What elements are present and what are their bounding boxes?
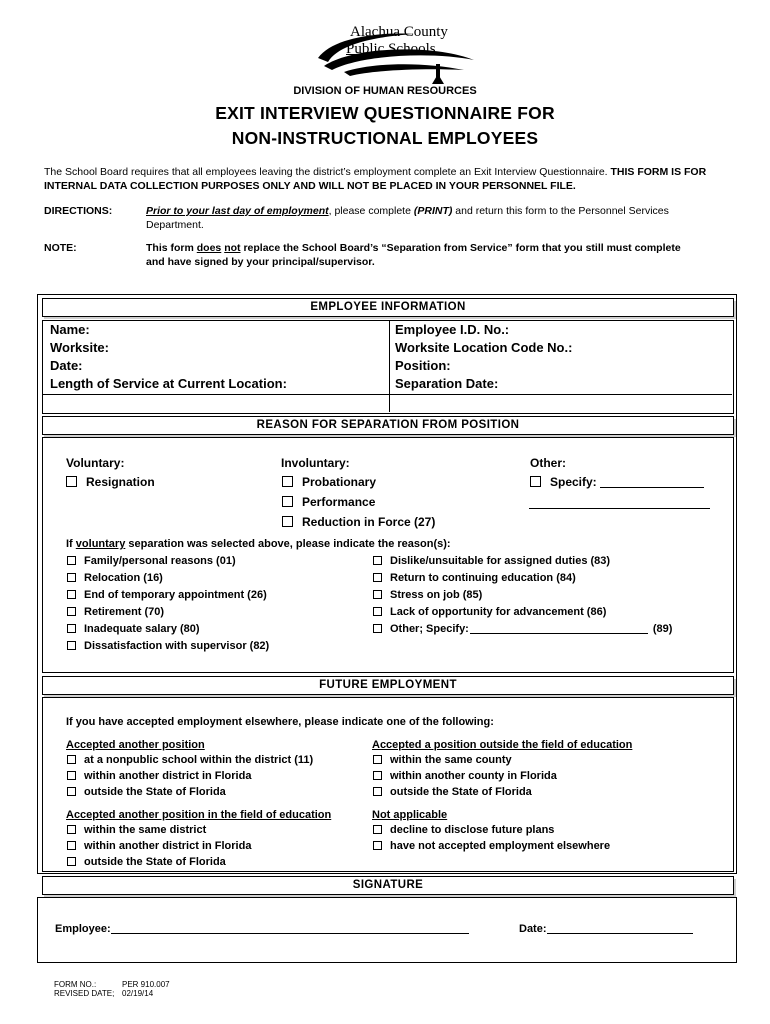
- note-text: [146, 241, 740, 269]
- checkbox-icon[interactable]: [67, 641, 76, 650]
- option-label: outside the State of Florida: [390, 786, 532, 798]
- reason-stress-option[interactable]: [373, 589, 482, 601]
- performance-label: Performance: [302, 495, 376, 509]
- performance-option[interactable]: [282, 495, 375, 509]
- checkbox-icon[interactable]: [373, 624, 382, 633]
- outside-state-option-2[interactable]: [373, 786, 532, 798]
- checkbox-icon[interactable]: [67, 771, 76, 780]
- checkbox-icon[interactable]: [67, 573, 76, 582]
- reason-temporary-option[interactable]: [67, 589, 267, 601]
- revised-date-label: REVISED DATE;: [54, 989, 115, 998]
- outside-state-option[interactable]: [67, 786, 226, 798]
- checkbox-icon[interactable]: [373, 607, 382, 616]
- nonpublic-school-option[interactable]: [67, 754, 313, 766]
- decline-disclose-option[interactable]: [373, 824, 554, 836]
- reason-label: Stress on job (85): [390, 589, 483, 601]
- future-employment-header: FUTURE EMPLOYMENT: [42, 676, 734, 695]
- reason-label: End of temporary appointment (26): [84, 589, 267, 601]
- signature-date-field[interactable]: [519, 923, 693, 935]
- checkbox-icon[interactable]: [282, 516, 293, 527]
- checkbox-icon[interactable]: [373, 825, 382, 834]
- form-title-line-1: EXIT INTERVIEW QUESTIONNAIRE FOR: [215, 103, 555, 123]
- note-label: NOTE:: [44, 242, 77, 254]
- prompt-voluntary: voluntary: [75, 538, 126, 550]
- district-logo: [314, 24, 478, 90]
- note-line-2: and have signed by your principal/supervisor.: [146, 256, 375, 268]
- reason-label: Relocation (16): [84, 572, 163, 584]
- checkbox-icon[interactable]: [373, 573, 382, 582]
- reason-label: Other; Specify:: [390, 623, 469, 635]
- reason-supervisor-option[interactable]: [67, 640, 269, 652]
- same-county-option[interactable]: [373, 754, 512, 766]
- employee-id-field-label[interactable]: Employee I.D. No.:: [395, 322, 510, 337]
- checkbox-icon[interactable]: [66, 476, 77, 487]
- logo-line-1: Alachua County: [350, 24, 448, 40]
- division-title: DIVISION OF HUMAN RESOURCES: [293, 85, 477, 97]
- reduction-in-force-option[interactable]: [282, 515, 435, 529]
- reason-other-option[interactable]: [373, 623, 672, 635]
- signature-date-line[interactable]: [547, 923, 693, 934]
- same-district-option[interactable]: [67, 824, 206, 836]
- checkbox-icon[interactable]: [373, 841, 382, 850]
- option-label: within another district in Florida: [84, 840, 252, 852]
- option-label: outside the State of Florida: [84, 856, 226, 868]
- worksite-field-label[interactable]: Worksite:: [50, 340, 109, 355]
- checkbox-icon[interactable]: [282, 476, 293, 487]
- directions-mid: , please complete: [328, 205, 411, 217]
- checkbox-icon[interactable]: [530, 476, 541, 487]
- other-specify-label: Specify:: [550, 475, 597, 489]
- reason-retirement-option[interactable]: [67, 606, 164, 618]
- employee-info-table: [42, 320, 734, 414]
- intro-text: The School Board requires that all employees leaving the district’s employment complete an Exit Interview Questionnaire.: [44, 166, 608, 178]
- option-label: outside the State of Florida: [84, 786, 226, 798]
- reason-label: Return to continuing education (84): [390, 572, 576, 584]
- employee-signature-line[interactable]: [111, 923, 469, 934]
- checkbox-icon[interactable]: [67, 787, 76, 796]
- probationary-option[interactable]: [282, 475, 376, 489]
- checkbox-icon[interactable]: [67, 825, 76, 834]
- prompt-a: If: [66, 538, 73, 550]
- separation-date-field-label[interactable]: Separation Date:: [395, 376, 499, 391]
- checkbox-icon[interactable]: [67, 607, 76, 616]
- reason-family-option[interactable]: [67, 555, 236, 567]
- directions-rest: and return this form to the Personnel Services: [455, 205, 669, 217]
- checkbox-icon[interactable]: [67, 556, 76, 565]
- revised-date-value: 02/19/14: [122, 989, 154, 998]
- resignation-option[interactable]: [66, 475, 155, 489]
- other-label: Other:: [530, 456, 566, 470]
- reason-label: Family/personal reasons (01): [84, 555, 236, 567]
- reason-salary-option[interactable]: [67, 623, 200, 635]
- checkbox-icon[interactable]: [282, 496, 293, 507]
- reduction-in-force-label: Reduction in Force (27): [302, 515, 436, 529]
- directions-emphasis: Prior to your last day of employment: [146, 205, 329, 217]
- date-field-label[interactable]: Date:: [50, 358, 83, 373]
- intro-paragraph: [44, 166, 738, 193]
- probationary-label: Probationary: [302, 475, 377, 489]
- another-district-option-2[interactable]: [67, 840, 251, 852]
- checkbox-icon[interactable]: [373, 556, 382, 565]
- reason-label: Retirement (70): [84, 606, 165, 618]
- future-prompt: If you have accepted employment elsewhere, please indicate one of the following:: [66, 716, 494, 728]
- name-field-label[interactable]: Name:: [50, 322, 90, 337]
- reason-relocation-option[interactable]: [67, 572, 163, 584]
- reason-education-option[interactable]: [373, 572, 576, 584]
- other-specify-line-2[interactable]: [529, 508, 710, 509]
- checkbox-icon[interactable]: [373, 590, 382, 599]
- form-number-label: FORM NO.:: [54, 980, 97, 989]
- checkbox-icon[interactable]: [67, 755, 76, 764]
- option-label: within another district in Florida: [84, 770, 252, 782]
- voluntary-reasons-prompt: [66, 538, 451, 550]
- another-county-option[interactable]: [373, 770, 557, 782]
- checkbox-icon[interactable]: [373, 787, 382, 796]
- reason-label: Dislike/unsuitable for assigned duties (83): [390, 555, 611, 567]
- prompt-b: separation was selected above, please indicate the reason(s):: [128, 538, 451, 550]
- resignation-label: Resignation: [86, 475, 155, 489]
- signature-date-label: Date:: [519, 923, 547, 935]
- checkbox-icon[interactable]: [67, 590, 76, 599]
- employee-signature-label: Employee:: [55, 923, 111, 935]
- checkbox-icon[interactable]: [67, 841, 76, 850]
- logo-line-2: Public Schools: [346, 41, 436, 57]
- directions-text: [146, 204, 740, 232]
- checkbox-icon[interactable]: [373, 771, 382, 780]
- reason-header: REASON FOR SEPARATION FROM POSITION: [42, 416, 734, 435]
- option-label: within another county in Florida: [390, 770, 557, 782]
- directions-print: (PRINT): [413, 205, 453, 217]
- option-label: have not accepted employment elsewhere: [390, 840, 611, 852]
- group-another-position-title: Accepted another position: [66, 739, 205, 751]
- directions-line-2: Department.: [146, 219, 204, 231]
- signature-header: SIGNATURE: [42, 876, 734, 895]
- form-title-line-2: NON-INSTRUCTIONAL EMPLOYEES: [231, 128, 539, 148]
- reason-dislike-option[interactable]: [373, 555, 610, 567]
- option-label: decline to disclose future plans: [390, 824, 555, 836]
- employee-info-header: EMPLOYEE INFORMATION: [42, 298, 734, 317]
- employee-info-row-line: [43, 394, 732, 395]
- reason-label: Lack of opportunity for advancement (86): [390, 606, 607, 618]
- other-specify-option[interactable]: [530, 475, 704, 489]
- employee-info-divider: [389, 321, 390, 412]
- checkbox-icon[interactable]: [67, 857, 76, 866]
- employee-signature-field[interactable]: [55, 923, 469, 935]
- note-b: replace the School Board’s “Separation from Service” form that you still must complete: [243, 242, 681, 254]
- group-not-applicable-title: Not applicable: [372, 809, 448, 821]
- note-does: does: [196, 242, 222, 254]
- another-district-option[interactable]: [67, 770, 251, 782]
- intro-bold-text: THIS FORM IS FOR INTERNAL DATA COLLECTION PURPOSES ONLY AND WILL NOT BE PLACED IN YOUR PERSONNEL FILE.: [44, 166, 707, 192]
- option-label: at a nonpublic school within the district (11): [84, 754, 314, 766]
- option-label: within the same district: [84, 824, 207, 836]
- directions-label: DIRECTIONS:: [44, 205, 113, 217]
- other-specify-line[interactable]: [600, 477, 704, 488]
- length-of-service-field-label[interactable]: Length of Service at Current Location:: [50, 376, 287, 391]
- voluntary-label: Voluntary:: [66, 456, 125, 470]
- reason-other-line[interactable]: [470, 623, 648, 634]
- involuntary-label: Involuntary:: [281, 456, 350, 470]
- group-field-of-education-title: Accepted another position in the field of education: [66, 809, 332, 821]
- checkbox-icon[interactable]: [67, 624, 76, 633]
- not-accepted-option[interactable]: [373, 840, 610, 852]
- option-label: within the same county: [390, 754, 512, 766]
- reason-advancement-option[interactable]: [373, 606, 606, 618]
- reason-other-code: (89): [652, 623, 673, 635]
- checkbox-icon[interactable]: [373, 755, 382, 764]
- worksite-code-field-label[interactable]: Worksite Location Code No.:: [395, 340, 573, 355]
- position-field-label[interactable]: Position:: [395, 358, 451, 373]
- group-outside-education-title: Accepted a position outside the field of education: [372, 739, 633, 751]
- note-not: not: [224, 242, 241, 254]
- form-number-value: PER 910.007: [122, 980, 170, 989]
- reason-label: Dissatisfaction with supervisor (82): [84, 640, 270, 652]
- reason-label: Inadequate salary (80): [84, 623, 200, 635]
- outside-state-option-3[interactable]: [67, 856, 226, 868]
- note-a: This form: [146, 242, 194, 254]
